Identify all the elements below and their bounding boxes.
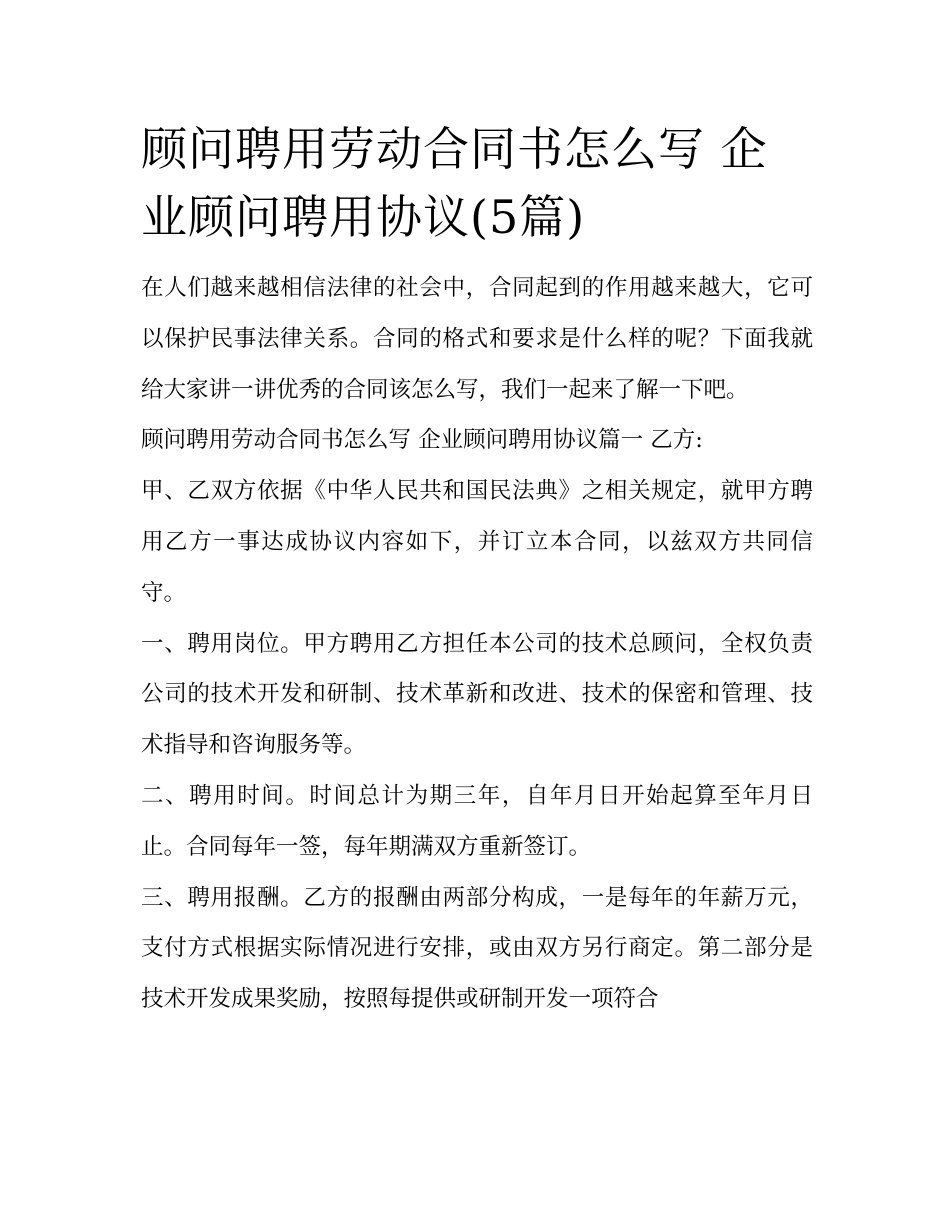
clause-position-paragraph: 一、聘用岗位。甲方聘用乙方担任本公司的技术总顾问，全权负责公司的技术开发和研制、技术革新和改进、技术的保密和管理、技术指导和咨询服务等。 xyxy=(141,630,813,759)
document-body xyxy=(141,115,813,1025)
clause-term-paragraph: 二、聘用时间。时间总计为期三年，自年月日开始起算至年月日止。合同每年一签，每年期满双方重新签订。 xyxy=(141,782,813,860)
intro-paragraph: 在人们越来越相信法律的社会中，合同起到的作用越来越大，它可以保护民事法律关系。合同的格式和要求是什么样的呢？下面我就给大家讲一讲优秀的合同该怎么写，我们一起来了解一下吧。 xyxy=(141,275,813,403)
section-heading-paragraph: 顾问聘用劳动合同书怎么写 企业顾问聘用协议篇一 乙方: xyxy=(141,427,703,454)
preamble-paragraph: 甲、乙双方依据《中华人民共和国民法典》之相关规定，就甲方聘用乙方一事达成协议内容如下，并订立本合同，以兹双方共同信守。 xyxy=(141,478,813,606)
document-title: 顾问聘用劳动合同书怎么写 企业顾问聘用协议(5篇) xyxy=(141,122,768,244)
clause-compensation-paragraph: 三、聘用报酬。乙方的报酬由两部分构成，一是每年的年薪万元，支付方式根据实际情况进行安排，或由双方另行商定。第二部分是技术开发成果奖励，按照每提供或研制开发一项符合 xyxy=(141,884,813,1013)
